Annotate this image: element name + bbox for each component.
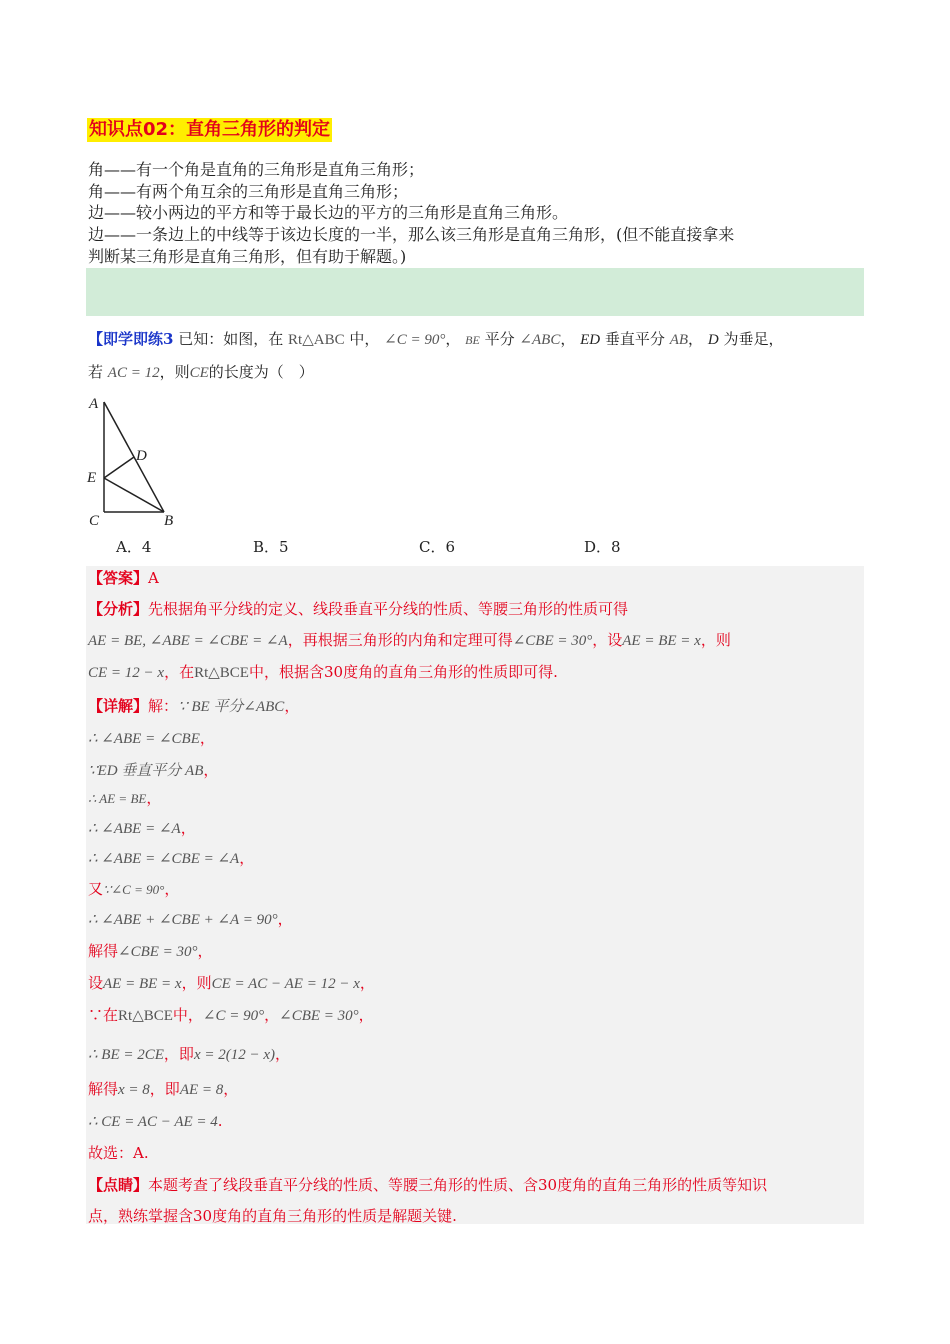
step-7 <box>88 878 179 901</box>
question-line-2 <box>88 361 314 384</box>
q-math: D <box>707 332 719 348</box>
step-text: ，即 <box>163 1045 194 1063</box>
step-text: 解得 <box>88 1080 119 1098</box>
step-text: ， <box>146 789 162 807</box>
step-5 <box>88 817 196 840</box>
step-text: 设 <box>88 974 104 992</box>
step-text: ， <box>358 1006 374 1024</box>
q-text: 已知：如图，在 <box>178 330 284 348</box>
step-math: x = 8 <box>118 1082 150 1098</box>
step-math: AE = BE = x <box>103 976 182 992</box>
step-14 <box>88 1110 223 1133</box>
step-text: 中， <box>172 1006 203 1024</box>
segment-ed <box>104 457 134 478</box>
q-math: BE <box>465 333 480 347</box>
option-c[interactable]: C．6 <box>419 538 456 556</box>
step-math: ∴ ∠ABE = ∠A <box>88 821 181 837</box>
step-text: ， <box>264 1006 280 1024</box>
triangle-figure <box>84 390 194 530</box>
step-math: ∴ ∠ABE = ∠CBE = ∠A <box>88 851 240 867</box>
option-b[interactable]: B．5 <box>253 538 289 556</box>
analysis-math: Rt△BCE <box>194 665 249 681</box>
option-a[interactable]: A．4 <box>116 538 152 556</box>
analysis-math: AE = BE = x <box>622 633 701 649</box>
label-b: B <box>164 513 174 529</box>
q-text: 垂直平分 <box>604 330 665 348</box>
step-math: ∠CBE = 30° <box>118 944 198 960</box>
highlight-box <box>86 268 864 316</box>
step-math: ∴ BE = 2CE <box>88 1047 164 1063</box>
step-11 <box>88 1004 374 1027</box>
analysis-text: ，设 <box>592 631 623 649</box>
step-text: ， <box>197 942 213 960</box>
step-math: ∠C = 90° <box>202 1008 265 1024</box>
label-d: D <box>136 448 147 464</box>
step-math: ∵ BE 平分∠ABC <box>178 699 285 715</box>
step-text: ， <box>275 1045 291 1063</box>
step-math: ∴ ∠ABE + ∠CBE + ∠A = 90° <box>88 912 278 928</box>
comment-tag: 【点睛】 <box>88 1176 149 1194</box>
step-text: 又 <box>88 880 104 898</box>
step-12 <box>88 1043 290 1066</box>
label-a: A <box>89 396 99 412</box>
analysis-tag: 【分析】 <box>88 600 149 618</box>
step-10 <box>88 972 375 995</box>
step-13 <box>88 1078 238 1101</box>
option-d[interactable]: D．8 <box>584 538 621 556</box>
analysis-line-2 <box>88 629 731 652</box>
step-4 <box>88 787 161 810</box>
analysis-text: 先根据角平分线的定义、线段垂直平分线的性质、等腰三角形的性质可得 <box>148 600 629 618</box>
detail-tag: 【详解】 <box>88 697 149 715</box>
q-text: ， <box>560 330 576 348</box>
analysis-math: ∠CBE = 30° <box>512 633 593 649</box>
step-text: ， <box>203 761 219 779</box>
step-9 <box>88 940 213 963</box>
q-text: ，则 <box>159 363 190 381</box>
analysis-math: AE = BE, ∠ABE = ∠CBE = ∠A <box>88 633 288 649</box>
step-text: ， <box>164 880 180 898</box>
rule-line-3: 边——较小两边的平方和等于最长边的平方的三角形是直角三角形。 <box>88 203 569 222</box>
analysis-text: ，则 <box>700 631 731 649</box>
step-text: 解得 <box>88 942 119 960</box>
analysis-math: CE = 12 − x <box>88 665 165 681</box>
q-text: ， <box>688 330 704 348</box>
step-math: Rt△BCE <box>118 1008 173 1024</box>
step-text: ， <box>239 849 255 867</box>
step-text: ， <box>284 697 300 715</box>
rule-line-5: 判断某三角形是直角三角形，但有助于解题。) <box>88 247 407 266</box>
step-math: ∵ED 垂直平分 AB <box>88 763 204 779</box>
q-math: ∠C = 90° <box>384 332 446 348</box>
comment-line-1 <box>88 1174 767 1196</box>
q-text: 若 <box>88 363 104 381</box>
q-text: ， <box>445 330 461 348</box>
step-text: ， <box>359 974 375 992</box>
step-2 <box>88 727 215 750</box>
q-text: 中， <box>349 330 380 348</box>
answer-tag: 【答案】 <box>88 569 149 587</box>
step-text: ，则 <box>181 974 212 992</box>
step-math: ∴ AE = BE <box>88 791 147 806</box>
q-math: CE <box>189 365 209 381</box>
step-text: 解： <box>148 697 179 715</box>
q-math: ED <box>580 332 601 348</box>
choice-line: 故选：A. <box>88 1144 149 1162</box>
step-math: ∵∠C = 90° <box>103 882 165 897</box>
step-text: . <box>217 1112 223 1130</box>
answer-line <box>88 567 159 589</box>
q-math: AC = 12 <box>107 365 160 381</box>
label-e: E <box>87 470 97 486</box>
step-text: ∵在 <box>88 1006 119 1024</box>
step-6 <box>88 847 254 870</box>
answer-value: A <box>148 569 159 587</box>
rule-line-1: 角——有一个角是直角的三角形是直角三角形； <box>88 160 425 179</box>
step-math: ∴ CE = AC − AE = 4 <box>88 1114 218 1130</box>
analysis-line-3 <box>88 661 558 684</box>
q-text: 的长度为（ ） <box>208 363 314 381</box>
step-8 <box>88 908 293 931</box>
step-3 <box>88 759 218 782</box>
comment-line-2: 点，熟练掌握含30度角的直角三角形的性质是解题关键. <box>88 1207 457 1225</box>
q-math: Rt△ABC <box>288 332 345 348</box>
step-math: ∴ ∠ABE = ∠CBE <box>88 731 200 747</box>
label-c: C <box>89 513 100 529</box>
step-math: AE = 8 <box>179 1082 224 1098</box>
step-math: CE = AC − AE = 12 − x <box>211 976 360 992</box>
step-text: ， <box>277 910 293 928</box>
detail-line-1 <box>88 695 299 718</box>
step-math: ∠CBE = 30° <box>279 1008 359 1024</box>
step-text: ， <box>223 1080 239 1098</box>
q-math: ∠ABC <box>519 332 561 348</box>
step-math: x = 2(12 − x) <box>193 1047 275 1063</box>
section-heading: 知识点02：直角三角形的判定 <box>89 119 331 140</box>
q-text: 平分 <box>484 330 515 348</box>
analysis-text: ，再根据三角形的内角和定理可得 <box>287 631 513 649</box>
q-text: 为垂足， <box>723 330 784 348</box>
comment-text: 本题考查了线段垂直平分线的性质、等腰三角形的性质、含30度角的直角三角形的性质等知识 <box>148 1176 768 1194</box>
q-math: AB <box>669 332 689 348</box>
rule-line-2: 角——有两个角互余的三角形是直角三角形； <box>88 182 409 201</box>
question-line-1 <box>88 328 783 351</box>
question-tag: 【即学即练3 <box>88 330 174 348</box>
analysis-line-1 <box>88 598 628 620</box>
step-text: ， <box>199 729 215 747</box>
step-text: ， <box>180 819 196 837</box>
step-text: ，即 <box>149 1080 180 1098</box>
rule-line-4: 边——一条边上的中线等于该边长度的一半，那么该三角形是直角三角形，(但不能直接拿来 <box>88 225 735 244</box>
analysis-text: 中，根据含30度角的直角三角形的性质即可得. <box>248 663 558 681</box>
analysis-text: ，在 <box>164 663 195 681</box>
